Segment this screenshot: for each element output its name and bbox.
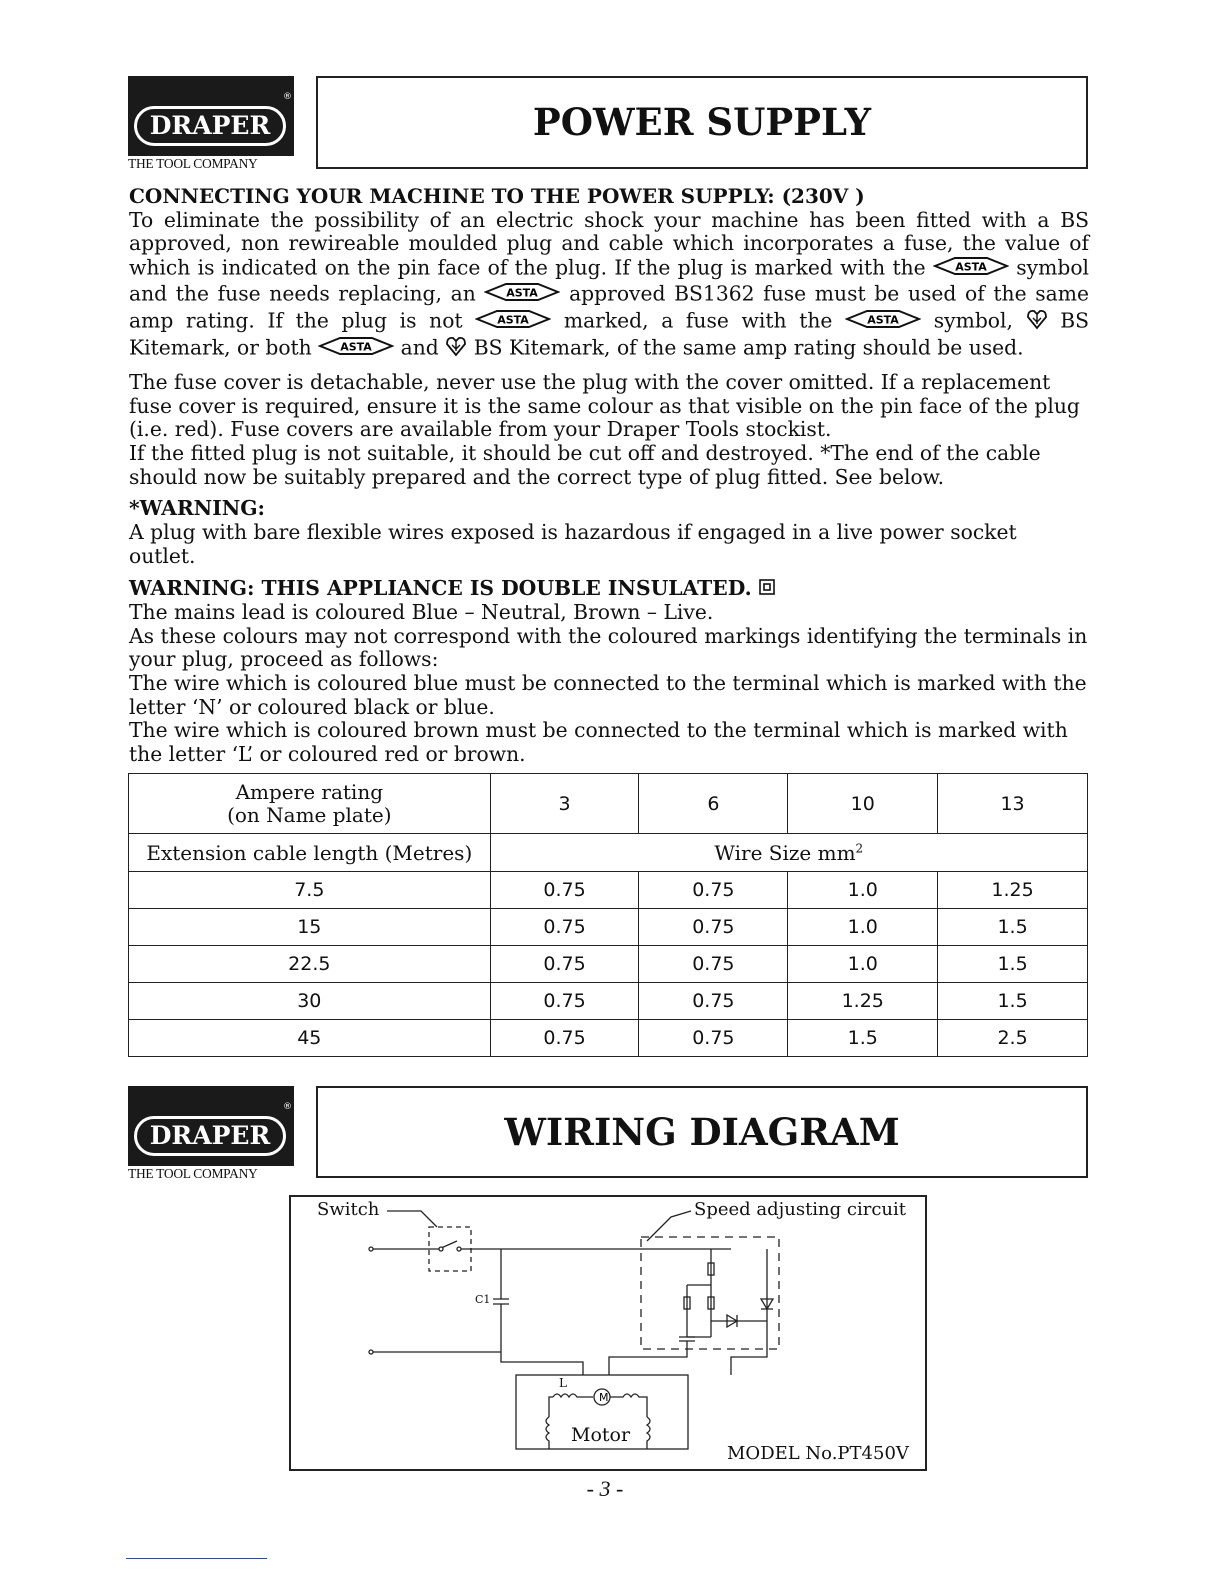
- asta-symbol-icon: [475, 309, 551, 335]
- footer-rule: [126, 1558, 267, 1559]
- fuse-paragraph: To eliminate the possibility of an electric shock your machine has been fitted with a BS approved, non rewireable moulded plug and cable which incorporates a fuse, the value of which is indicated on the pin face of the plug. If the plug is marked with the ASTA symbol and the fuse needs replacing, an ASTA approved BS1362 fuse must be used of the same amp rating. If the plug is not ASTA marked, a fuse with the ASTA symbol, BS Kitemark, or both ASTA and BS Kitemark, of the same amp rating should be used.: [129, 209, 1089, 363]
- logo-tagline: THE TOOL COMPANY: [128, 156, 258, 171]
- asta-symbol-icon: [484, 282, 560, 308]
- amp-header-cell: 13: [938, 774, 1088, 834]
- wire-size-cell: 0.75: [490, 983, 639, 1020]
- svg-text:ASTA: ASTA: [497, 313, 530, 327]
- wire-size-cell: 1.0: [788, 872, 938, 909]
- wire-size-cell: 1.0: [788, 946, 938, 983]
- svg-text:ASTA: ASTA: [340, 340, 373, 354]
- svg-text:ASTA: ASTA: [506, 286, 539, 300]
- extension-cable-table: [128, 773, 1088, 1057]
- cable-length-cell: 15: [129, 909, 491, 946]
- wire-size-cell: 0.75: [490, 1020, 639, 1057]
- table-row: [129, 946, 1088, 983]
- cable-length-cell: 22.5: [129, 946, 491, 983]
- wire-size-cell: 1.0: [788, 909, 938, 946]
- table-body: [129, 872, 1088, 1057]
- section-title-wiring-diagram: WIRING DIAGRAM: [316, 1086, 1088, 1178]
- inductor-label: L: [559, 1376, 567, 1390]
- amp-header-cell: 10: [788, 774, 938, 834]
- draper-logo: [128, 1086, 294, 1182]
- table-row: [129, 872, 1088, 909]
- speed-circuit-label: Speed adjusting circuit: [694, 1199, 907, 1220]
- wire-size-cell: 0.75: [639, 872, 788, 909]
- table-row: [129, 983, 1088, 1020]
- brown-wire-line: The wire which is coloured brown must be connected to the terminal which is marked with the letter ‘L’ or coloured red or brown.: [129, 718, 1068, 767]
- logo-wordmark: DRAPER: [134, 1116, 286, 1156]
- motor-label: Motor: [571, 1424, 631, 1446]
- wire-size-cell: 0.75: [639, 1020, 788, 1057]
- cable-length-cell: 30: [129, 983, 491, 1020]
- cable-length-header: Extension cable length (Metres): [129, 834, 491, 872]
- colour-note-line: As these colours may not correspond with the coloured markings identifying the terminals in your plug, proceed as follows:: [129, 623, 1088, 672]
- motor-symbol: M: [599, 1391, 609, 1404]
- wire-size-cell: 1.5: [938, 983, 1088, 1020]
- warning-heading: *WARNING:: [129, 496, 266, 521]
- wire-size-header: Wire Size $mm^2$: [490, 834, 1087, 872]
- ampere-rating-header: Ampere rating (on Name plate): [129, 774, 491, 834]
- amp-header-cell: 6: [639, 774, 788, 834]
- double-insulated-icon: [759, 577, 775, 601]
- wire-size-cell: 0.75: [490, 946, 639, 983]
- wire-colour-line: The mains lead is coloured Blue – Neutral, Brown – Live.: [129, 599, 714, 624]
- cable-length-cell: 45: [129, 1020, 491, 1057]
- table-row: [129, 909, 1088, 946]
- double-insulated-heading: WARNING: THIS APPLIANCE IS DOUBLE INSULATED.: [129, 577, 1089, 601]
- warning-text: A plug with bare flexible wires exposed is hazardous if engaged in a live power socket outlet.: [129, 520, 1017, 568]
- connecting-heading: CONNECTING YOUR MACHINE TO THE POWER SUPPLY: (230V ): [129, 184, 865, 208]
- cable-length-cell: 7.5: [129, 872, 491, 909]
- blue-wire-line: The wire which is coloured blue must be connected to the terminal which is marked with the letter ‘N’ or coloured black or blue.: [129, 671, 1087, 719]
- wire-size-cell: 0.75: [639, 909, 788, 946]
- kitemark-icon: [445, 335, 467, 363]
- power-supply-text: [129, 185, 1089, 767]
- capacitor-label: C1: [475, 1293, 491, 1306]
- wire-size-cell: 1.5: [938, 909, 1088, 946]
- registered-mark: ®: [283, 1102, 292, 1112]
- plug-replacement-paragraph: If the fitted plug is not suitable, it should be cut off and destroyed. *The end of the cable should now be suitably prepared and the correct type of plug fitted. See below.: [129, 441, 1041, 489]
- wire-size-cell: 1.5: [788, 1020, 938, 1057]
- svg-text:ASTA: ASTA: [867, 313, 899, 327]
- logo-tagline: THE TOOL COMPANY: [128, 1166, 258, 1181]
- model-number: MODEL No.PT450V: [727, 1443, 909, 1464]
- wire-size-cell: 0.75: [490, 872, 639, 909]
- asta-symbol-icon: [933, 256, 1009, 282]
- table-header-row: [129, 774, 1088, 834]
- logo-wordmark: DRAPER: [134, 106, 286, 146]
- wiring-diagram: [289, 1195, 927, 1471]
- asta-symbol-icon: [318, 336, 394, 362]
- page-number: - 3 -: [586, 1476, 624, 1501]
- wire-size-cell: 0.75: [490, 909, 639, 946]
- wire-size-cell: 0.75: [639, 946, 788, 983]
- fuse-cover-paragraph: The fuse cover is detachable, never use the plug with the cover omitted. If a replacement fuse cover is required, ensure it is the same colour as that visible on the pin face of the plug (i.e. red). Fuse covers are available from your Draper Tools stockist.: [129, 369, 1080, 442]
- table-subheader-row: [129, 834, 1088, 872]
- wire-size-cell: 1.25: [788, 983, 938, 1020]
- asta-symbol-icon: [845, 309, 921, 335]
- draper-logo: [128, 76, 294, 172]
- section-title-power-supply: POWER SUPPLY: [316, 76, 1088, 169]
- kitemark-icon: [1026, 308, 1048, 336]
- wire-size-cell: 1.25: [938, 872, 1088, 909]
- registered-mark: ®: [283, 92, 292, 102]
- svg-text:ASTA: ASTA: [955, 260, 987, 274]
- table-row: [129, 1020, 1088, 1057]
- wire-size-cell: 0.75: [639, 983, 788, 1020]
- amp-header-cell: 3: [490, 774, 639, 834]
- switch-label: Switch: [317, 1199, 380, 1220]
- wire-size-cell: 2.5: [938, 1020, 1088, 1057]
- wire-size-cell: 1.5: [938, 946, 1088, 983]
